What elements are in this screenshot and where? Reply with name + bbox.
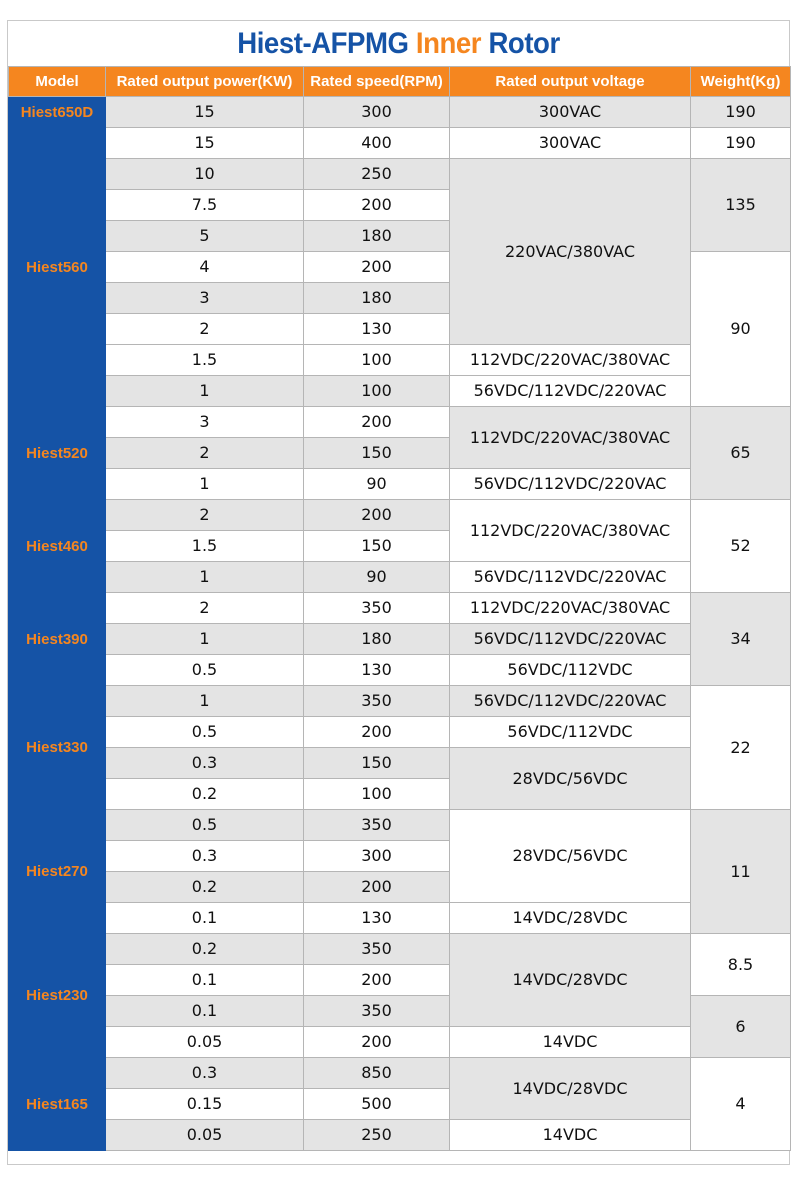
title-part-2: Inner bbox=[415, 26, 482, 60]
speed-cell: 90 bbox=[304, 469, 450, 500]
speed-cell: 130 bbox=[304, 314, 450, 345]
header-power: Rated output power(KW) bbox=[106, 67, 304, 97]
power-cell: 0.05 bbox=[106, 1120, 304, 1151]
header-model: Model bbox=[9, 67, 106, 97]
model-cell: Hiest330 bbox=[9, 686, 106, 810]
speed-cell: 350 bbox=[304, 686, 450, 717]
power-cell: 2 bbox=[106, 593, 304, 624]
weight-cell: 190 bbox=[691, 97, 791, 128]
speed-cell: 180 bbox=[304, 221, 450, 252]
voltage-cell: 14VDC bbox=[450, 1027, 691, 1058]
model-cell: Hiest390 bbox=[9, 593, 106, 686]
weight-cell: 65 bbox=[691, 407, 791, 500]
speed-cell: 200 bbox=[304, 1027, 450, 1058]
power-cell: 4 bbox=[106, 252, 304, 283]
voltage-cell: 14VDC/28VDC bbox=[450, 934, 691, 1027]
power-cell: 1 bbox=[106, 469, 304, 500]
table-row bbox=[9, 655, 791, 686]
speed-cell: 250 bbox=[304, 1120, 450, 1151]
power-cell: 15 bbox=[106, 128, 304, 159]
header-speed: Rated speed(RPM) bbox=[304, 67, 450, 97]
table-row bbox=[9, 903, 791, 934]
header-weight: Weight(Kg) bbox=[691, 67, 791, 97]
speed-cell: 850 bbox=[304, 1058, 450, 1089]
table-row bbox=[9, 469, 791, 500]
weight-cell: 135 bbox=[691, 159, 791, 252]
voltage-cell: 56VDC/112VDC/220VAC bbox=[450, 562, 691, 593]
weight-cell: 8.5 bbox=[691, 934, 791, 996]
model-cell: Hiest560 bbox=[9, 128, 106, 407]
page-title bbox=[39, 21, 758, 66]
header-voltage: Rated output voltage bbox=[450, 67, 691, 97]
table-row bbox=[9, 1120, 791, 1151]
voltage-cell: 28VDC/56VDC bbox=[450, 748, 691, 810]
weight-cell: 22 bbox=[691, 686, 791, 810]
speed-cell: 100 bbox=[304, 376, 450, 407]
table-row bbox=[9, 686, 791, 717]
power-cell: 1.5 bbox=[106, 345, 304, 376]
power-cell: 1 bbox=[106, 376, 304, 407]
speed-cell: 350 bbox=[304, 810, 450, 841]
power-cell: 2 bbox=[106, 438, 304, 469]
voltage-cell: 56VDC/112VDC bbox=[450, 717, 691, 748]
power-cell: 0.05 bbox=[106, 1027, 304, 1058]
speed-cell: 200 bbox=[304, 965, 450, 996]
voltage-cell: 300VAC bbox=[450, 97, 691, 128]
voltage-cell: 28VDC/56VDC bbox=[450, 810, 691, 903]
power-cell: 1 bbox=[106, 624, 304, 655]
voltage-cell: 112VDC/220VAC/380VAC bbox=[450, 345, 691, 376]
speed-cell: 180 bbox=[304, 283, 450, 314]
speed-cell: 150 bbox=[304, 531, 450, 562]
speed-cell: 300 bbox=[304, 841, 450, 872]
title-part-3: Rotor bbox=[488, 26, 560, 60]
speed-cell: 200 bbox=[304, 500, 450, 531]
voltage-cell: 56VDC/112VDC/220VAC bbox=[450, 376, 691, 407]
voltage-cell: 300VAC bbox=[450, 128, 691, 159]
power-cell: 3 bbox=[106, 283, 304, 314]
speed-cell: 500 bbox=[304, 1089, 450, 1120]
weight-cell: 190 bbox=[691, 128, 791, 159]
speed-cell: 350 bbox=[304, 934, 450, 965]
speed-cell: 400 bbox=[304, 128, 450, 159]
weight-cell: 34 bbox=[691, 593, 791, 686]
table-row bbox=[9, 562, 791, 593]
model-cell: Hiest520 bbox=[9, 407, 106, 500]
power-cell: 0.1 bbox=[106, 996, 304, 1027]
speed-cell: 130 bbox=[304, 903, 450, 934]
voltage-cell: 14VDC/28VDC bbox=[450, 1058, 691, 1120]
table-row bbox=[9, 345, 791, 376]
table-row bbox=[9, 97, 791, 128]
voltage-cell: 56VDC/112VDC/220VAC bbox=[450, 469, 691, 500]
voltage-cell: 56VDC/112VDC bbox=[450, 655, 691, 686]
voltage-cell: 112VDC/220VAC/380VAC bbox=[450, 500, 691, 562]
voltage-cell: 56VDC/112VDC/220VAC bbox=[450, 624, 691, 655]
table-row bbox=[9, 717, 791, 748]
power-cell: 0.3 bbox=[106, 1058, 304, 1089]
table-row bbox=[9, 1058, 791, 1089]
voltage-cell: 112VDC/220VAC/380VAC bbox=[450, 407, 691, 469]
power-cell: 2 bbox=[106, 500, 304, 531]
voltage-cell: 56VDC/112VDC/220VAC bbox=[450, 686, 691, 717]
speed-cell: 180 bbox=[304, 624, 450, 655]
speed-cell: 100 bbox=[304, 779, 450, 810]
voltage-cell: 220VAC/380VAC bbox=[450, 159, 691, 345]
speed-cell: 90 bbox=[304, 562, 450, 593]
model-cell: Hiest165 bbox=[9, 1058, 106, 1151]
speed-cell: 150 bbox=[304, 438, 450, 469]
weight-cell: 4 bbox=[691, 1058, 791, 1151]
power-cell: 10 bbox=[106, 159, 304, 190]
power-cell: 0.15 bbox=[106, 1089, 304, 1120]
speed-cell: 200 bbox=[304, 407, 450, 438]
model-cell: Hiest230 bbox=[9, 934, 106, 1058]
model-cell: Hiest270 bbox=[9, 810, 106, 934]
voltage-cell: 112VDC/220VAC/380VAC bbox=[450, 593, 691, 624]
table-row bbox=[9, 159, 791, 190]
table-row bbox=[9, 1027, 791, 1058]
power-cell: 0.2 bbox=[106, 779, 304, 810]
power-cell: 7.5 bbox=[106, 190, 304, 221]
header-row bbox=[9, 67, 791, 97]
table-row bbox=[9, 376, 791, 407]
power-cell: 0.2 bbox=[106, 872, 304, 903]
voltage-cell: 14VDC/28VDC bbox=[450, 903, 691, 934]
table-row bbox=[9, 934, 791, 965]
speed-cell: 200 bbox=[304, 190, 450, 221]
power-cell: 1.5 bbox=[106, 531, 304, 562]
table-row bbox=[9, 407, 791, 438]
speed-cell: 200 bbox=[304, 872, 450, 903]
title-part-1: Hiest-AFPMG bbox=[237, 26, 409, 60]
table-row bbox=[9, 748, 791, 779]
model-cell: Hiest650D bbox=[9, 97, 106, 128]
speed-cell: 130 bbox=[304, 655, 450, 686]
power-cell: 0.1 bbox=[106, 965, 304, 996]
speed-cell: 200 bbox=[304, 252, 450, 283]
weight-cell: 90 bbox=[691, 252, 791, 407]
table-row bbox=[9, 624, 791, 655]
weight-cell: 6 bbox=[691, 996, 791, 1058]
power-cell: 0.5 bbox=[106, 810, 304, 841]
power-cell: 1 bbox=[106, 686, 304, 717]
table-row bbox=[9, 500, 791, 531]
speed-cell: 300 bbox=[304, 97, 450, 128]
power-cell: 0.3 bbox=[106, 748, 304, 779]
power-cell: 0.1 bbox=[106, 903, 304, 934]
power-cell: 0.3 bbox=[106, 841, 304, 872]
power-cell: 0.5 bbox=[106, 717, 304, 748]
power-cell: 15 bbox=[106, 97, 304, 128]
power-cell: 5 bbox=[106, 221, 304, 252]
speed-cell: 350 bbox=[304, 996, 450, 1027]
speed-cell: 250 bbox=[304, 159, 450, 190]
model-cell: Hiest460 bbox=[9, 500, 106, 593]
speed-cell: 150 bbox=[304, 748, 450, 779]
speed-cell: 350 bbox=[304, 593, 450, 624]
speed-cell: 200 bbox=[304, 717, 450, 748]
weight-cell: 52 bbox=[691, 500, 791, 593]
power-cell: 2 bbox=[106, 314, 304, 345]
power-cell: 0.5 bbox=[106, 655, 304, 686]
power-cell: 1 bbox=[106, 562, 304, 593]
table-row bbox=[9, 128, 791, 159]
table-row bbox=[9, 593, 791, 624]
power-cell: 0.2 bbox=[106, 934, 304, 965]
power-cell: 3 bbox=[106, 407, 304, 438]
speed-cell: 100 bbox=[304, 345, 450, 376]
spec-table bbox=[8, 66, 791, 1151]
weight-cell: 11 bbox=[691, 810, 791, 934]
voltage-cell: 14VDC bbox=[450, 1120, 691, 1151]
table-row bbox=[9, 810, 791, 841]
